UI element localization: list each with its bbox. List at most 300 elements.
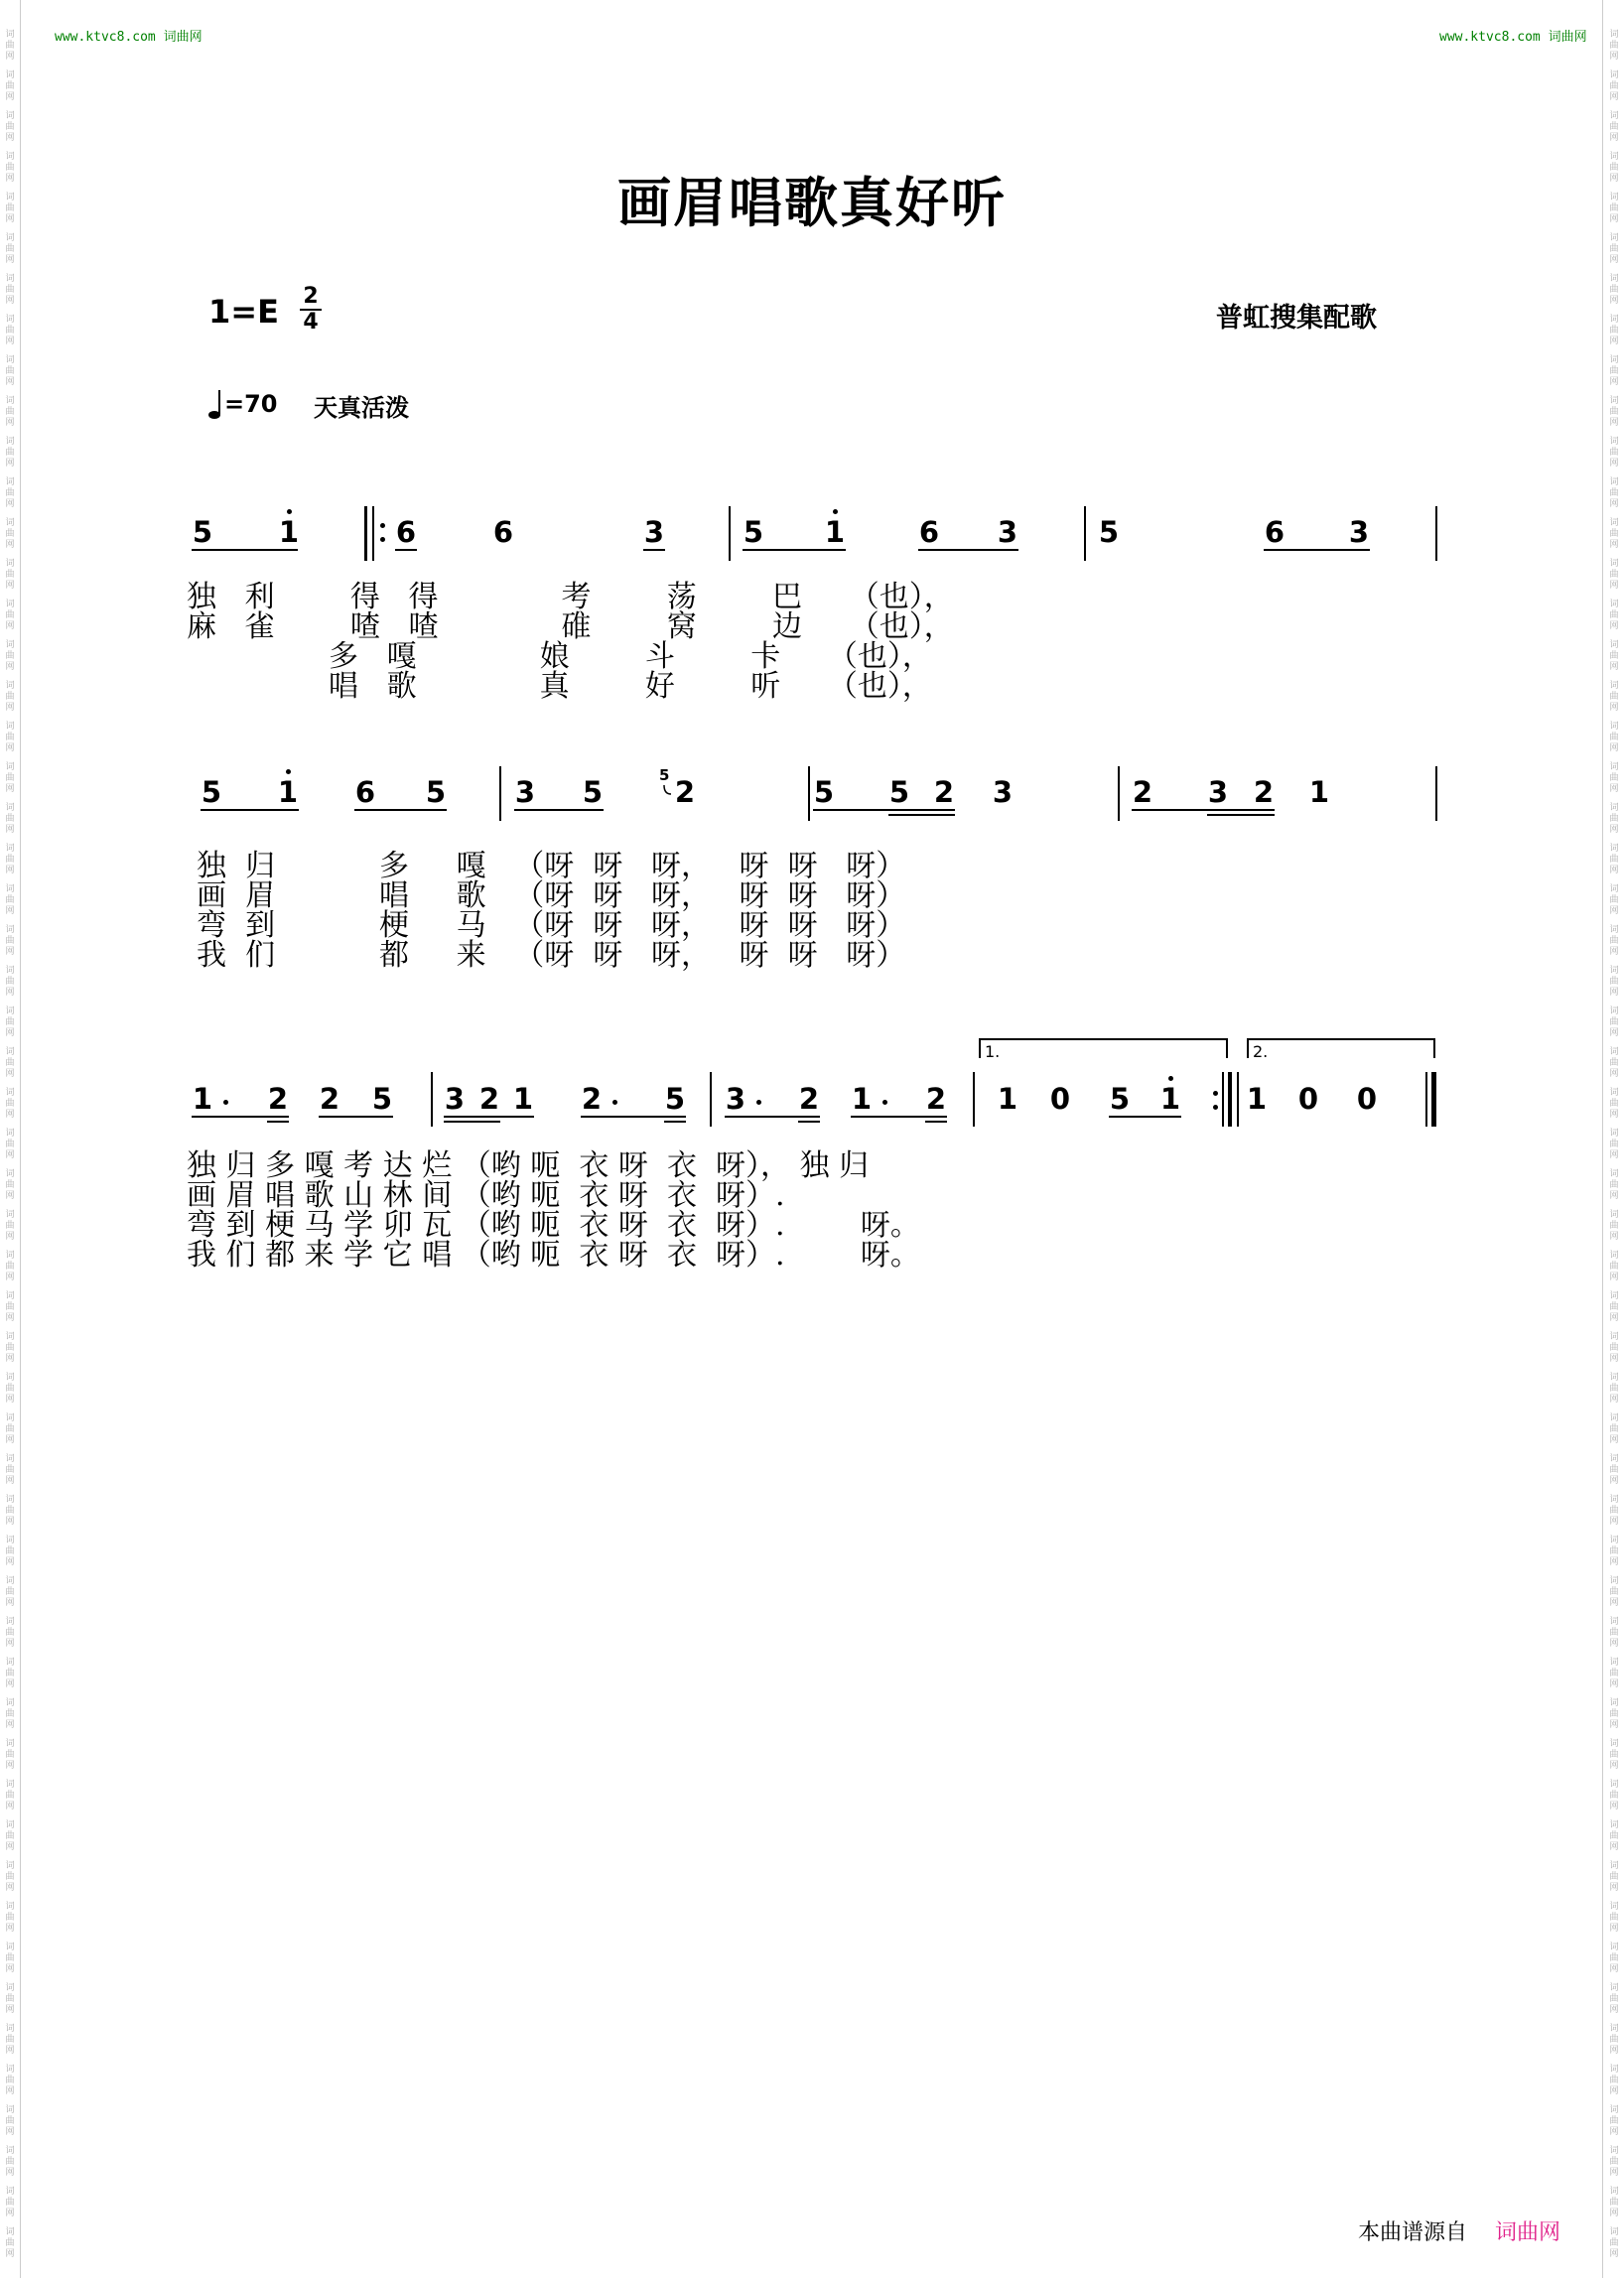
side-watermark-char: 曲	[1609, 285, 1619, 295]
side-watermark-char: 词	[1609, 1658, 1619, 1668]
side-watermark-char: 词	[1609, 152, 1619, 162]
side-watermark-char: 曲	[5, 1058, 15, 1068]
side-watermark-char: 网	[5, 825, 15, 835]
beam	[1109, 1116, 1181, 1118]
side-watermark-char: 网	[5, 377, 15, 387]
side-watermark-char: 曲	[1609, 122, 1619, 132]
beam-double	[267, 1121, 289, 1123]
lyric-line: 独 利 得 得 考 荡 巴 （也），	[187, 580, 954, 614]
volta-1-bracket	[979, 1038, 1228, 1040]
side-watermark-char: 曲	[5, 1791, 15, 1801]
side-watermark-char: 曲	[1609, 733, 1619, 742]
repeat-end-thin	[1222, 1072, 1224, 1127]
side-watermark-char: 曲	[5, 1628, 15, 1638]
side-watermark-char: 曲	[5, 1506, 15, 1516]
side-watermark-char: 曲	[1609, 2116, 1619, 2126]
side-watermark-char: 词	[5, 1088, 15, 1098]
side-watermark-char: 网	[5, 2249, 15, 2259]
side-watermark-char: 词	[5, 1820, 15, 1830]
repeat-start-thin	[372, 506, 374, 561]
side-watermark-char: 网	[5, 499, 15, 509]
note: 5	[192, 515, 213, 549]
side-watermark-char: 网	[5, 1679, 15, 1689]
note: 1	[512, 1082, 534, 1116]
side-watermark-char: 词	[5, 152, 15, 162]
side-watermark-char: 网	[5, 1883, 15, 1893]
side-watermark-char: 词	[1609, 2065, 1619, 2075]
side-watermark-char: 词	[5, 1658, 15, 1668]
lyric-line: 独 归 多 嘎 （呀 呀 呀， 呀 呀 呀）	[197, 849, 906, 883]
lyric-line: 麻 雀 喳 喳 碓 窝 边 （也），	[187, 609, 954, 644]
side-watermark-char: 网	[1609, 540, 1619, 550]
side-watermark-char: 网	[1609, 459, 1619, 469]
side-watermark-char: 曲	[1609, 1343, 1619, 1353]
side-watermark-char: 曲	[1609, 570, 1619, 580]
note: 3	[992, 775, 1014, 809]
high-octave-dot	[287, 509, 292, 514]
note: 0	[1297, 1082, 1319, 1116]
side-watermark-char: 曲	[1609, 1139, 1619, 1149]
side-watermark-char: 词	[5, 722, 15, 732]
side-watermark-char: 网	[1609, 1191, 1619, 1201]
lyric-line: 多 嘎 娘 斗 卡 （也），	[187, 639, 932, 674]
lyric-line: 画 眉 唱 歌 山 林 间 （哟 呃 衣 呀 衣 呀）.	[187, 1178, 785, 1213]
side-watermark-char: 曲	[5, 2035, 15, 2045]
note: 1	[997, 1082, 1018, 1116]
repeat-start-thick	[364, 506, 367, 561]
side-watermark-char: 网	[1609, 1598, 1619, 1608]
barline	[1435, 766, 1437, 821]
note: 2	[581, 1082, 603, 1116]
high-octave-dot	[286, 769, 291, 774]
note: 5	[813, 775, 835, 809]
side-watermark-char: 曲	[1609, 1384, 1619, 1394]
side-watermark-char: 词	[5, 966, 15, 976]
side-watermark-char: 网	[1609, 52, 1619, 62]
side-watermark-char: 网	[1609, 296, 1619, 306]
side-watermark-char: 曲	[5, 1831, 15, 1841]
side-watermark-char: 网	[1609, 906, 1619, 916]
side-watermark-char: 词	[5, 1943, 15, 1952]
side-watermark-char: 词	[1609, 1373, 1619, 1383]
lyric-line: 弯 到 梗 马 （呀 呀 呀， 呀 呀 呀）	[197, 908, 906, 943]
side-watermark-char: 网	[5, 459, 15, 469]
high-octave-dot	[833, 509, 838, 514]
side-watermark-char: 曲	[5, 1994, 15, 2004]
note: 5	[582, 775, 604, 809]
note: 2	[933, 775, 955, 809]
final-barline-thin	[1425, 1072, 1427, 1127]
side-watermark-char: 网	[5, 947, 15, 957]
side-watermark-char: 网	[1609, 1679, 1619, 1689]
side-watermark-char: 网	[1609, 947, 1619, 957]
side-watermark-char: 网	[5, 1110, 15, 1120]
grace-note: 5	[659, 766, 670, 784]
song-title: 画眉唱歌真好听	[617, 172, 1007, 234]
side-watermark-char: 词	[1609, 437, 1619, 447]
side-watermark-char: 网	[1609, 825, 1619, 835]
side-watermark-char: 词	[5, 559, 15, 569]
repeat-dot	[380, 523, 385, 528]
side-watermark-char: 词	[1609, 681, 1619, 691]
note: 3	[514, 775, 536, 809]
side-watermark-char: 曲	[5, 1384, 15, 1394]
side-watermark-char: 词	[5, 1373, 15, 1383]
side-watermark-char: 词	[1609, 600, 1619, 609]
side-watermark-char: 曲	[1609, 2035, 1619, 2045]
note: 1	[824, 515, 846, 549]
beam	[354, 809, 447, 811]
side-watermark-char: 曲	[5, 122, 15, 132]
note: 2	[798, 1082, 820, 1116]
note: 3	[1207, 775, 1229, 809]
side-watermark-char: 词	[5, 600, 15, 609]
lyric-line: 弯 到 梗 马 学 卯 瓦 （哟 呃 衣 呀 衣 呀）. 呀。	[187, 1208, 920, 1243]
beam	[192, 549, 298, 551]
header-right-site[interactable]: www.ktvc8.com 词曲网	[1439, 30, 1587, 45]
side-watermark-char: 网	[1609, 1354, 1619, 1364]
side-watermark-char: 曲	[1609, 1831, 1619, 1841]
side-watermark-char: 曲	[5, 163, 15, 173]
side-watermark-char: 网	[5, 1842, 15, 1852]
side-watermark-char: 网	[5, 2005, 15, 2015]
beam-double	[798, 1121, 820, 1123]
side-watermark-char: 词	[1609, 1129, 1619, 1139]
side-watermark-char: 网	[1609, 133, 1619, 143]
side-watermark-char: 曲	[1609, 1546, 1619, 1556]
side-watermark-char: 词	[5, 2146, 15, 2156]
side-watermark-char: 网	[5, 1720, 15, 1730]
barline	[1435, 506, 1437, 561]
beam	[581, 1116, 686, 1118]
side-watermark-char: 词	[5, 640, 15, 650]
beam	[192, 1116, 289, 1118]
side-watermark-char: 网	[1609, 1557, 1619, 1567]
side-watermark-char: 网	[5, 1435, 15, 1445]
side-watermark-char: 网	[1609, 703, 1619, 713]
side-watermark-char: 词	[5, 70, 15, 80]
side-watermark-char: 曲	[5, 2076, 15, 2085]
side-watermark-char: 词	[5, 925, 15, 935]
side-watermark-char: 曲	[1609, 1994, 1619, 2004]
side-watermark-char: 网	[5, 1395, 15, 1405]
side-watermark-char: 曲	[5, 1221, 15, 1231]
side-watermark-char: 曲	[5, 285, 15, 295]
note: 3	[643, 515, 665, 549]
side-watermark-char: 词	[5, 1413, 15, 1423]
volta-2-bracket-right	[1433, 1038, 1435, 1058]
side-watermark-char: 词	[1609, 966, 1619, 976]
note: 5	[664, 1082, 686, 1116]
side-watermark-char: 网	[1609, 662, 1619, 672]
side-watermark-char: 词	[1609, 1291, 1619, 1301]
side-watermark-char: 曲	[1609, 610, 1619, 620]
note: 6	[354, 775, 376, 809]
side-watermark-char: 网	[5, 2209, 15, 2218]
side-watermark-char: 词	[1609, 1047, 1619, 1057]
side-watermark-char: 曲	[5, 895, 15, 905]
side-watermark-char: 词	[5, 315, 15, 325]
note: 1	[277, 775, 299, 809]
side-watermark-char: 曲	[1609, 163, 1619, 173]
side-watermark-char: 词	[1609, 30, 1619, 40]
side-watermark-char: 网	[1609, 621, 1619, 631]
side-watermark-char: 曲	[1609, 1587, 1619, 1597]
side-watermark-char: 词	[5, 518, 15, 528]
volta-2-bracket-left	[1247, 1038, 1249, 1058]
side-watermark-char: 词	[5, 2105, 15, 2115]
barline	[710, 1072, 712, 1127]
side-watermark-char: 曲	[5, 1139, 15, 1149]
side-watermark-char: 网	[1609, 255, 1619, 265]
note: 5	[201, 775, 222, 809]
footer-source-label: 本曲谱源自	[1358, 2220, 1468, 2245]
side-watermark-char: 网	[5, 1598, 15, 1608]
side-watermark-char: 网	[5, 1639, 15, 1649]
side-watermark-char: 曲	[1609, 2198, 1619, 2208]
side-watermark-char: 网	[5, 1476, 15, 1486]
tempo-expression: 天真活泼	[314, 394, 409, 422]
side-watermark-char: 网	[5, 1964, 15, 1974]
side-watermark-char: 网	[5, 52, 15, 62]
side-watermark-char: 曲	[1609, 244, 1619, 254]
side-watermark-char: 词	[1609, 1169, 1619, 1179]
side-watermark-char: 网	[5, 174, 15, 184]
side-watermark-char: 网	[1609, 1150, 1619, 1160]
left-margin-line	[20, 0, 21, 2278]
side-watermark-char: 网	[5, 418, 15, 428]
side-watermark-char: 词	[5, 762, 15, 772]
side-watermark-char: 词	[5, 1780, 15, 1790]
side-watermark-char: 曲	[5, 1913, 15, 1923]
side-watermark-char: 词	[5, 844, 15, 854]
side-watermark-char: 网	[5, 1273, 15, 1282]
beam-double	[664, 1121, 686, 1123]
left-watermark-strip	[0, 0, 20, 2278]
side-watermark-char: 曲	[5, 81, 15, 91]
side-watermark-char: 词	[1609, 2227, 1619, 2237]
side-watermark-char: 词	[1609, 1251, 1619, 1261]
beam	[319, 1116, 393, 1118]
side-watermark-char: 词	[1609, 315, 1619, 325]
side-watermark-char: 曲	[1609, 1017, 1619, 1027]
barline	[1084, 506, 1086, 561]
side-watermark-char: 曲	[1609, 936, 1619, 946]
note: 0	[1356, 1082, 1378, 1116]
note: 3	[444, 1082, 466, 1116]
side-watermark-char: 网	[1609, 377, 1619, 387]
side-watermark-char: 曲	[5, 488, 15, 498]
time-signature-bottom: 4	[303, 310, 319, 335]
beam-double	[888, 814, 955, 816]
side-watermark-char: 曲	[5, 773, 15, 783]
side-watermark-char: 曲	[1609, 895, 1619, 905]
side-watermark-char: 词	[5, 30, 15, 40]
side-watermark-char: 曲	[1609, 1913, 1619, 1923]
side-watermark-char: 词	[5, 233, 15, 243]
side-watermark-char: 网	[5, 255, 15, 265]
side-watermark-char: 网	[1609, 1720, 1619, 1730]
side-watermark-char: 网	[1609, 2209, 1619, 2218]
note: 2	[478, 1082, 500, 1116]
side-watermark-char: 词	[1609, 844, 1619, 854]
right-watermark-strip	[1604, 0, 1624, 2278]
side-watermark-char: 网	[5, 1354, 15, 1364]
side-watermark-char: 词	[1609, 1820, 1619, 1830]
side-watermark-char: 词	[5, 1983, 15, 1993]
note: 3	[1348, 515, 1370, 549]
note: 2	[267, 1082, 289, 1116]
side-watermark-char: 网	[5, 866, 15, 875]
beam	[918, 549, 1018, 551]
side-watermark-char: 网	[5, 1557, 15, 1567]
side-watermark-char: 曲	[5, 1587, 15, 1597]
note: 1	[278, 515, 300, 549]
high-octave-dot	[1168, 1076, 1173, 1081]
side-watermark-char: 词	[1609, 1698, 1619, 1708]
beam	[851, 1116, 947, 1118]
side-watermark-char: 曲	[5, 529, 15, 539]
side-watermark-char: 网	[5, 906, 15, 916]
side-watermark-char: 词	[1609, 722, 1619, 732]
side-watermark-char: 词	[1609, 640, 1619, 650]
side-watermark-char: 网	[1609, 1069, 1619, 1079]
side-watermark-char: 词	[5, 1739, 15, 1749]
side-watermark-char: 词	[5, 1902, 15, 1912]
side-watermark-char: 网	[5, 662, 15, 672]
side-watermark-char: 网	[1609, 1883, 1619, 1893]
side-watermark-char: 曲	[1609, 2238, 1619, 2248]
side-watermark-char: 网	[5, 703, 15, 713]
barline	[499, 766, 501, 821]
side-watermark-char: 曲	[1609, 1628, 1619, 1638]
side-watermark-char: 词	[5, 1129, 15, 1139]
lyric-line: 唱 歌 真 好 听 （也），	[187, 669, 932, 704]
side-watermark-char: 词	[1609, 1861, 1619, 1871]
repeat-end-thick	[1228, 1072, 1232, 1127]
key-signature: 1=E	[208, 293, 279, 331]
side-watermark-char: 词	[1609, 1983, 1619, 1993]
side-watermark-char: 曲	[5, 1872, 15, 1882]
side-watermark-char: 曲	[5, 41, 15, 51]
side-watermark-char: 曲	[5, 2238, 15, 2248]
side-watermark-char: 词	[1609, 70, 1619, 80]
side-watermark-char: 词	[5, 1617, 15, 1627]
side-watermark-char: 网	[5, 2046, 15, 2056]
footer-site-link[interactable]: 词曲网	[1495, 2220, 1561, 2245]
side-watermark-char: 网	[1609, 1476, 1619, 1486]
barline	[1237, 1072, 1239, 1127]
side-watermark-char: 曲	[5, 203, 15, 213]
side-watermark-char: 曲	[1609, 692, 1619, 702]
side-watermark-char: 网	[1609, 743, 1619, 753]
side-watermark-char: 网	[5, 1517, 15, 1527]
side-watermark-char: 词	[1609, 1210, 1619, 1220]
side-watermark-char: 网	[5, 1232, 15, 1242]
side-watermark-char: 曲	[5, 1669, 15, 1678]
note: 5	[888, 775, 910, 809]
side-watermark-char: 网	[1609, 1110, 1619, 1120]
beam	[201, 809, 299, 811]
lyric-line: 我 们 都 来 学 它 唱 （哟 呃 衣 呀 衣 呀）. 呀。	[187, 1238, 920, 1273]
side-watermark-char: 网	[1609, 1313, 1619, 1323]
note: 5	[425, 775, 447, 809]
beam	[395, 549, 417, 551]
side-watermark-char: 词	[5, 1536, 15, 1545]
side-watermark-char: 曲	[5, 977, 15, 987]
side-watermark-char: 曲	[1609, 448, 1619, 458]
note: 0	[1049, 1082, 1071, 1116]
side-watermark-char: 词	[1609, 2105, 1619, 2115]
side-watermark-char: 词	[5, 1169, 15, 1179]
side-watermark-char: 曲	[5, 407, 15, 417]
note: 1	[192, 1082, 213, 1116]
side-watermark-char: 词	[5, 1047, 15, 1057]
side-watermark-char: 曲	[1609, 1221, 1619, 1231]
note: 2	[925, 1082, 947, 1116]
beam	[725, 1116, 820, 1118]
side-watermark-char: 网	[1609, 784, 1619, 794]
side-watermark-char: 曲	[1609, 407, 1619, 417]
side-watermark-char: 网	[1609, 92, 1619, 102]
side-watermark-char: 词	[1609, 274, 1619, 284]
side-watermark-char: 曲	[1609, 488, 1619, 498]
side-watermark-char: 网	[5, 2127, 15, 2137]
volta-1-bracket-left	[979, 1038, 981, 1058]
side-watermark-char: 曲	[5, 366, 15, 376]
side-watermark-char: 词	[5, 477, 15, 487]
note: 2	[319, 1082, 340, 1116]
side-watermark-char: 曲	[5, 855, 15, 865]
side-watermark-char: 词	[1609, 925, 1619, 935]
side-watermark-char: 词	[1609, 2146, 1619, 2156]
barline	[1118, 766, 1120, 821]
side-watermark-char: 词	[1609, 1454, 1619, 1464]
side-watermark-char: 词	[1609, 1536, 1619, 1545]
side-watermark-char: 曲	[1609, 81, 1619, 91]
note: 1	[1308, 775, 1330, 809]
barline	[808, 766, 810, 821]
beam-double	[1207, 814, 1275, 816]
side-watermark-char: 网	[1609, 214, 1619, 224]
side-watermark-char: 网	[5, 1802, 15, 1811]
side-watermark-char: 词	[1609, 2024, 1619, 2034]
side-watermark-char: 词	[5, 1006, 15, 1016]
side-watermark-char: 曲	[1609, 1872, 1619, 1882]
side-watermark-char: 网	[5, 1924, 15, 1934]
side-watermark-char: 词	[1609, 355, 1619, 365]
side-watermark-char: 词	[5, 1291, 15, 1301]
side-watermark-char: 词	[1609, 2187, 1619, 2197]
side-watermark-char: 曲	[5, 1017, 15, 1027]
side-watermark-char: 曲	[1609, 203, 1619, 213]
side-watermark-char: 词	[1609, 1088, 1619, 1098]
side-watermark-char: 词	[1609, 477, 1619, 487]
right-margin-line	[1602, 0, 1603, 2278]
side-watermark-char: 网	[5, 1313, 15, 1323]
side-watermark-char: 网	[1609, 499, 1619, 509]
side-watermark-char: 词	[5, 1861, 15, 1871]
side-watermark-char: 网	[1609, 2168, 1619, 2178]
side-watermark-char: 网	[1609, 1273, 1619, 1282]
side-watermark-char: 曲	[5, 814, 15, 824]
header-left-site[interactable]: www.ktvc8.com 词曲网	[55, 30, 203, 45]
beam	[1264, 549, 1370, 551]
side-watermark-char: 曲	[1609, 855, 1619, 865]
side-watermark-char: 网	[5, 1069, 15, 1079]
side-watermark-char: 词	[5, 2227, 15, 2237]
note: 6	[395, 515, 417, 549]
